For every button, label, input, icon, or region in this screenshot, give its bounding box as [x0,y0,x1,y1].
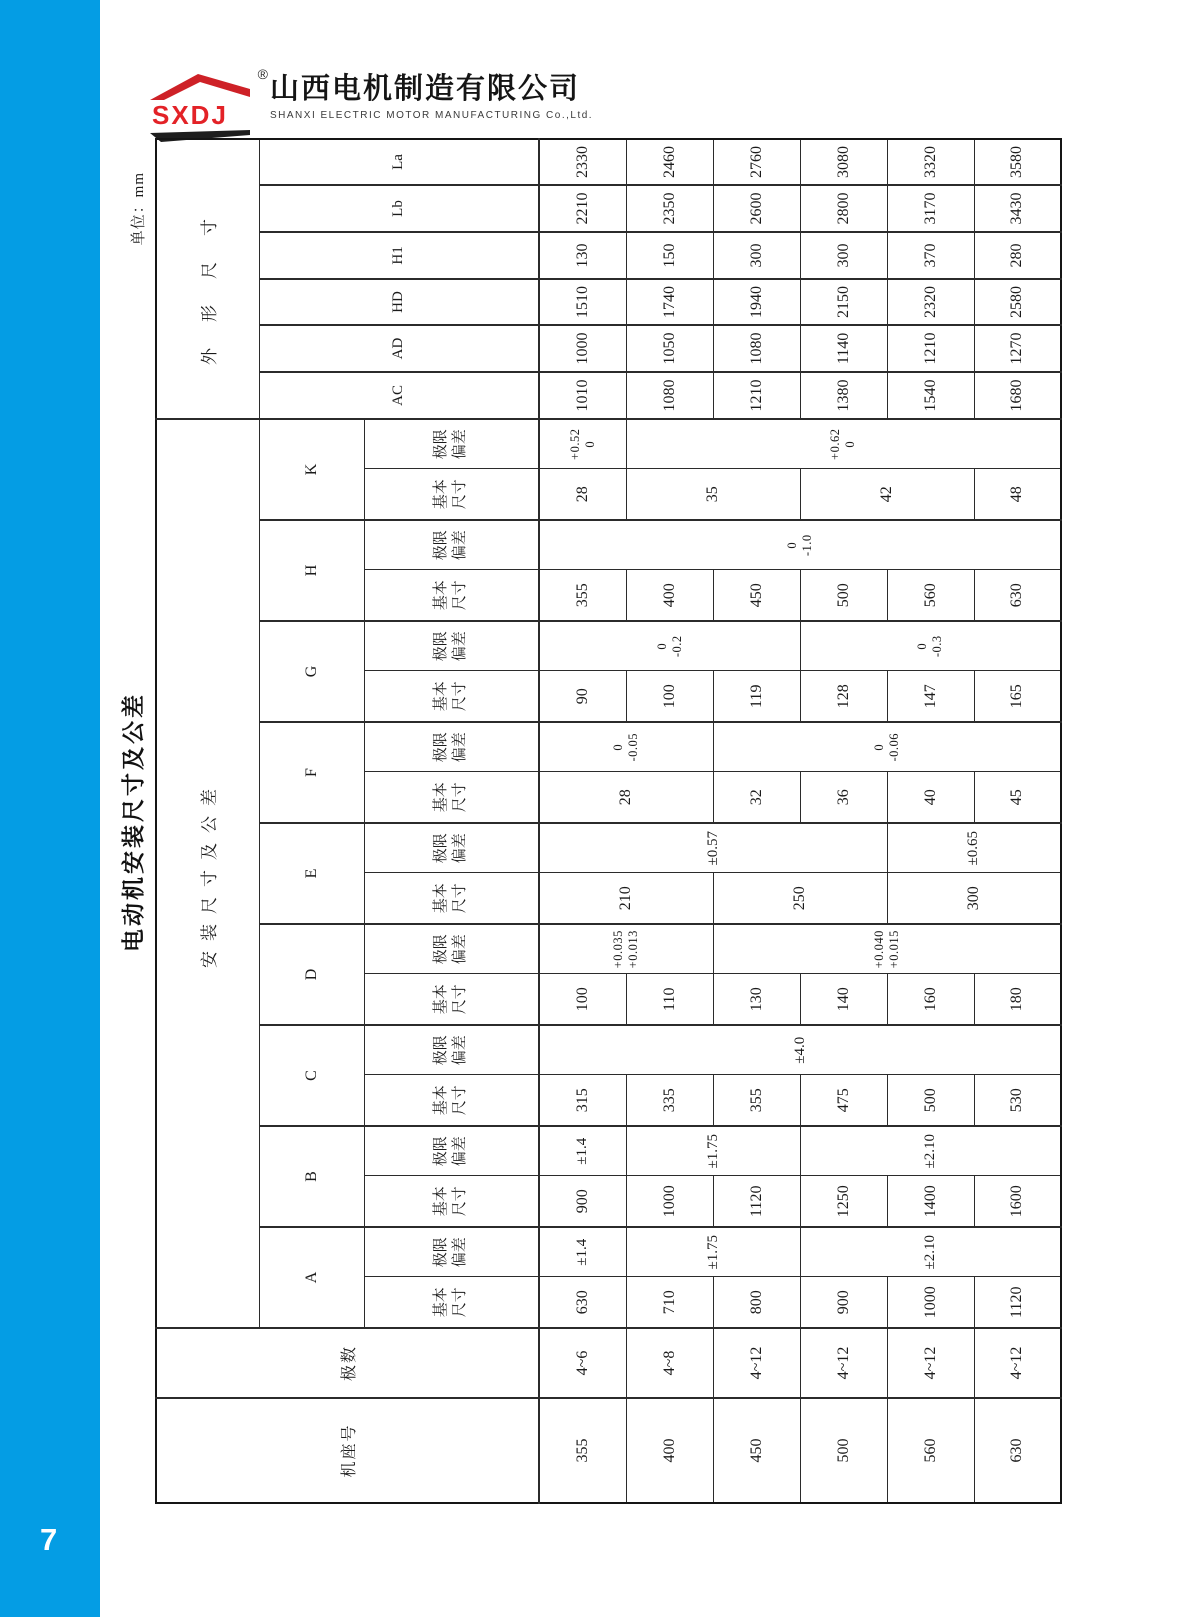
f-basic-cell: 45 [974,772,1061,823]
g-basic-cell: 165 [974,671,1061,722]
hd-cell: 1740 [626,279,713,325]
tol-label-line2: 偏差 [452,934,469,965]
hd-cell: 2580 [974,279,1061,325]
tol-label-line1: 极限 [432,934,449,965]
tol-label-line2: 偏差 [452,1136,469,1167]
basic-label-line2: 尺寸 [452,782,469,813]
b-basic-cell: 1000 [626,1176,713,1227]
hd-cell: 2150 [800,279,887,325]
e-tol-cell: ±0.65 [887,823,1061,873]
h-basic-cell: 400 [626,570,713,621]
d-tol-cell [713,924,1061,974]
k-tol-cell [626,419,1061,469]
dim-header-C: C [259,1025,364,1126]
frame-cell: 450 [713,1398,800,1503]
d-basic-cell: 160 [887,974,974,1025]
tolerance-lower: -1.0 [800,534,814,557]
g-basic-cell: 128 [800,671,887,722]
tol-label-line1: 极限 [432,429,449,460]
basic-label-line1: 基本 [432,782,449,813]
hd-cell: 1940 [713,279,800,325]
g-tol-cell [800,621,1061,671]
h-basic-cell: 560 [887,570,974,621]
f-basic-cell: 28 [539,772,713,823]
a-basic-cell: 800 [713,1277,800,1328]
b-basic-cell: 1600 [974,1176,1061,1227]
basic-label-line1: 基本 [432,883,449,914]
k-basic-cell: 48 [974,469,1061,520]
tolerance-label [364,1227,539,1277]
b-basic-cell: 1400 [887,1176,974,1227]
a-basic-cell: 710 [626,1277,713,1328]
c-basic-cell: 315 [539,1075,626,1126]
a-tol-cell: ±1.4 [539,1227,626,1277]
a-tol-cell: ±1.75 [626,1227,800,1277]
k-basic-cell: 35 [626,469,800,520]
ac-cell: 1210 [713,372,800,419]
e-basic-cell: 210 [539,873,713,924]
d-basic-cell: 100 [539,974,626,1025]
g-basic-cell: 119 [713,671,800,722]
tol-label-line1: 极限 [432,530,449,561]
poles-cell: 4~12 [974,1328,1061,1398]
ad-cell: 1270 [974,325,1061,372]
f-basic-cell: 40 [887,772,974,823]
basic-size-label [364,671,539,722]
basic-size-label [364,1075,539,1126]
dim-header-F: F [259,722,364,823]
tolerance-label [364,1126,539,1176]
e-basic-cell: 300 [887,873,1061,924]
h-basic-cell: 500 [800,570,887,621]
hd-cell: 2320 [887,279,974,325]
lb-cell: 2350 [626,185,713,232]
basic-size-label [364,1176,539,1227]
b-basic-cell: 1250 [800,1176,887,1227]
h1-cell: 370 [887,232,974,279]
d-tol-cell [539,924,713,974]
la-cell: 3080 [800,139,887,185]
dim-header-G: G [259,621,364,722]
tol-label-line2: 偏差 [452,833,469,864]
c-basic-cell: 475 [800,1075,887,1126]
f-tol-cell [539,722,713,772]
unit-label: 单位：mm [131,172,147,246]
ad-cell: 1000 [539,325,626,372]
ac-cell: 1680 [974,372,1061,419]
rotated-table-area [110,140,1060,1504]
basic-label-line2: 尺寸 [452,883,469,914]
tol-label-line1: 极限 [432,833,449,864]
tolerance-lower: +0.013 [626,930,641,969]
ad-cell: 1140 [800,325,887,372]
registered-mark: ® [257,66,268,82]
dim-header-HD: HD [259,279,539,325]
g-basic-cell: 90 [539,671,626,722]
a-basic-cell: 630 [539,1277,626,1328]
lb-cell: 3170 [887,185,974,232]
e-basic-cell: 250 [713,873,887,924]
tolerance-upper: 0 [654,642,669,650]
tolerance-upper: 0 [785,541,799,549]
a-tol-cell: ±2.10 [800,1227,1061,1277]
c-basic-cell: 335 [626,1075,713,1126]
h1-cell: 280 [974,232,1061,279]
table-title: 电动机安装尺寸及公差 [120,692,146,952]
frame-cell: 500 [800,1398,887,1503]
tolerance-label [364,1025,539,1075]
dim-header-AC: AC [259,372,539,419]
ad-cell: 1210 [887,325,974,372]
k-tol-cell [539,419,626,469]
la-cell: 3580 [974,139,1061,185]
h-tol-cell [539,520,1061,570]
h-basic-cell: 355 [539,570,626,621]
basic-label-line1: 基本 [432,1287,449,1318]
c-basic-cell: 355 [713,1075,800,1126]
tol-label-line2: 偏差 [452,1035,469,1066]
tol-label-line1: 极限 [432,1237,449,1268]
lb-cell: 3430 [974,185,1061,232]
tolerance-label [364,520,539,570]
tolerance-label [364,621,539,671]
lb-cell: 2600 [713,185,800,232]
tolerance-lower: -0.05 [626,732,641,762]
frame-cell: 355 [539,1398,626,1503]
h1-cell: 300 [713,232,800,279]
tolerance-upper: +0.035 [611,930,626,969]
tolerance-lower: -0.06 [886,732,901,762]
b-basic-cell: 1120 [713,1176,800,1227]
k-basic-cell: 42 [800,469,974,520]
tolerance-upper: +0.62 [828,428,843,460]
poles-cell: 4~12 [800,1328,887,1398]
basic-size-label [364,772,539,823]
basic-label-line1: 基本 [432,479,449,510]
basic-label-line2: 尺寸 [452,681,469,712]
h1-cell: 130 [539,232,626,279]
e-tol-cell: ±0.57 [539,823,887,873]
dimensions-table [155,138,1062,1504]
lb-cell: 2210 [539,185,626,232]
h1-cell: 150 [626,232,713,279]
c-basic-cell: 530 [974,1075,1061,1126]
g-tol-cell [539,621,800,671]
tolerance-label [364,722,539,772]
la-cell: 3320 [887,139,974,185]
tol-label-line2: 偏差 [452,732,469,763]
basic-label-line2: 尺寸 [452,1287,469,1318]
ac-cell: 1010 [539,372,626,419]
frame-cell: 630 [974,1398,1061,1503]
d-basic-cell: 140 [800,974,887,1025]
tol-label-line1: 极限 [432,1136,449,1167]
tolerance-lower: 0 [843,440,858,448]
dim-header-K: K [259,419,364,520]
poles-cell: 4~8 [626,1328,713,1398]
basic-size-label [364,570,539,621]
dim-header-Lb: Lb [259,185,539,232]
h1-cell: 300 [800,232,887,279]
dim-header-H: H [259,520,364,621]
la-cell: 2460 [626,139,713,185]
a-basic-cell: 1000 [887,1277,974,1328]
basic-label-line2: 尺寸 [452,479,469,510]
tol-label-line1: 极限 [432,1035,449,1066]
frame-cell: 400 [626,1398,713,1503]
b-tol-cell: ±2.10 [800,1126,1061,1176]
tolerance-upper: +0.52 [567,428,582,460]
poles-cell: 4~12 [887,1328,974,1398]
install-section-header: 安装尺寸及公差 [156,419,259,1328]
outline-section-header: 外形尺寸 [156,139,259,419]
lb-cell: 2800 [800,185,887,232]
ac-cell: 1540 [887,372,974,419]
page-number: 7 [40,1522,58,1557]
la-cell: 2760 [713,139,800,185]
dim-header-La: La [259,139,539,185]
g-basic-cell: 100 [626,671,713,722]
logo-sxdj-text: SXDJ [152,100,228,130]
tolerance-lower: -0.2 [669,635,684,658]
tolerance-lower: +0.015 [886,930,901,969]
ac-cell: 1080 [626,372,713,419]
tolerance-upper: 0 [915,642,930,650]
h-basic-cell: 450 [713,570,800,621]
tol-label-line2: 偏差 [452,631,469,662]
logo-roof-icon [150,74,250,100]
tolerance-upper: +0.040 [871,930,886,969]
d-basic-cell: 180 [974,974,1061,1025]
a-basic-cell: 900 [800,1277,887,1328]
basic-label-line1: 基本 [432,984,449,1015]
basic-label-line2: 尺寸 [452,984,469,1015]
dim-header-E: E [259,823,364,924]
tolerance-lower: 0 [582,440,597,448]
basic-size-label [364,1277,539,1328]
hd-cell: 1510 [539,279,626,325]
g-basic-cell: 147 [887,671,974,722]
tol-label-line2: 偏差 [452,530,469,561]
d-basic-cell: 130 [713,974,800,1025]
basic-size-label [364,873,539,924]
tol-label-line1: 极限 [432,732,449,763]
basic-label-line2: 尺寸 [452,1186,469,1217]
k-basic-cell: 28 [539,469,626,520]
dim-header-D: D [259,924,364,1025]
dim-header-H1: H1 [259,232,539,279]
company-name-block [270,74,593,121]
dim-header-AD: AD [259,325,539,372]
blue-side-band [0,0,100,1617]
ad-cell: 1080 [713,325,800,372]
ac-cell: 1380 [800,372,887,419]
tolerance-label [364,823,539,873]
basic-label-line1: 基本 [432,1186,449,1217]
tol-label-line2: 偏差 [452,1237,469,1268]
ad-cell: 1050 [626,325,713,372]
c-tol-cell: ±4.0 [539,1025,1061,1075]
frame-cell: 560 [887,1398,974,1503]
a-basic-cell: 1120 [974,1277,1061,1328]
company-name-en: SHANXI ELECTRIC MOTOR MANUFACTURING Co.,Ltd. [270,109,594,121]
poles-cell: 4~6 [539,1328,626,1398]
f-basic-cell: 32 [713,772,800,823]
dim-header-B: B [259,1126,364,1227]
basic-label-line1: 基本 [432,1085,449,1116]
table-header-line [110,140,155,1504]
basic-size-label [364,974,539,1025]
basic-label-line1: 基本 [432,580,449,611]
frame-size-header: 机座号 [156,1398,539,1503]
basic-label-line2: 尺寸 [452,1085,469,1116]
tol-label-line2: 偏差 [452,429,469,460]
b-tol-cell: ±1.4 [539,1126,626,1176]
d-basic-cell: 110 [626,974,713,1025]
tolerance-label [364,924,539,974]
f-basic-cell: 36 [800,772,887,823]
la-cell: 2330 [539,139,626,185]
tolerance-label [364,419,539,469]
tol-label-line1: 极限 [432,631,449,662]
poles-cell: 4~12 [713,1328,800,1398]
basic-label-line2: 尺寸 [452,580,469,611]
tolerance-upper: 0 [611,743,626,751]
tolerance-lower: -0.3 [930,635,945,658]
poles-header: 极数 [156,1328,539,1398]
company-name-cn: 山西电机制造有限公司 [270,73,581,105]
basic-label-line1: 基本 [432,681,449,712]
c-basic-cell: 500 [887,1075,974,1126]
b-basic-cell: 900 [539,1176,626,1227]
basic-size-label [364,469,539,520]
dim-header-A: A [259,1227,364,1328]
f-tol-cell [713,722,1061,772]
tolerance-upper: 0 [871,743,886,751]
h-basic-cell: 630 [974,570,1061,621]
b-tol-cell: ±1.75 [626,1126,800,1176]
